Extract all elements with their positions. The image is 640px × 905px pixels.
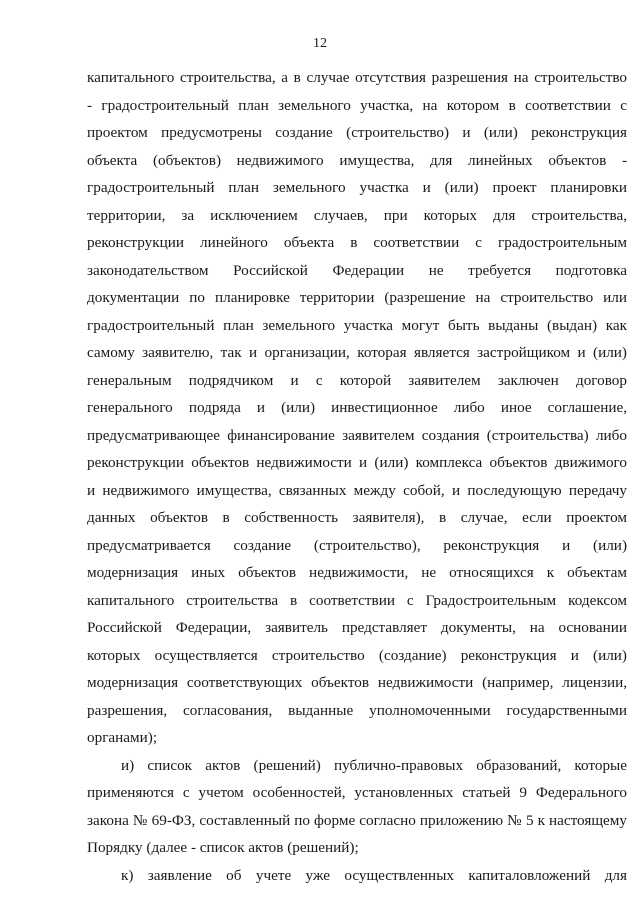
text-line: градостроительный план земельного участка могут быть выданы (выдан) как [87,316,627,334]
text-line: законодательством Российской Федерации не требуется подготовка [87,261,627,279]
text-line: самому заявителю, так и организации, которая является застройщиком и (или) [87,344,627,361]
text-line: Порядку (далее - список актов (решений); [87,839,359,856]
text-line: применяются с учетом особенностей, установленных статьей 9 Федерального [87,784,627,801]
text-line: модернизация иных объектов недвижимости, не относящихся к объектам [87,564,627,581]
text-line: и недвижимого имущества, связанных между собой, и последующую передачу [87,481,627,499]
text-line: территории, за исключением случаев, при которых для строительства, [87,206,627,224]
text-line: объекта (объектов) недвижимого имущества, для линейных объектов - [87,151,627,169]
text-line: проектом предусмотрены создание (строительство) и (или) реконструкция [87,124,627,141]
text-line: предусматривается создание (строительство), реконструкция и (или) [87,536,627,554]
text-line: капитального строительства, а в случае отсутствия разрешения на строительство [87,69,627,86]
text-line: которых осуществляется строительство (создание) реконструкция и (или) [87,646,627,664]
text-line: документации по планировке территории (разрешение на строительство или [87,289,627,306]
text-line: закона № 69-ФЗ, составленный по форме согласно приложению № 5 к настоящему [87,811,627,829]
text-line: капитального строительства в соответствии с Градостроительным кодексом [87,591,627,609]
text-line: органами); [87,729,158,746]
text-line: реконструкции линейного объекта в соответствии с градостроительным [87,234,627,251]
text-line: к) заявление об учете уже осуществленных капиталовложений для [121,866,627,884]
text-line: данных объектов в собственность заявителя), в случае, если проектом [87,509,627,526]
text-line: реконструкции объектов недвижимости и (или) комплекса объектов движимого [87,454,627,471]
text-line: Российской Федерации, заявитель представляет документы, на основании [87,619,627,636]
text-line: генеральным подрядчиком и с которой заявителем заключен договор [87,371,627,389]
text-line: и) список актов (решений) публично-правовых образований, которые [121,756,627,774]
text-line: предусматривающее финансирование заявителем создания (строительства) либо [87,426,627,444]
body-text [87,64,627,889]
text-line: генерального подряда и (или) инвестиционное либо иное соглашение, [87,399,627,416]
text-line: разрешения, согласования, выданные уполномоченными государственными [87,701,627,719]
text-line: градостроительный план земельного участка и (или) проект планировки [87,179,627,196]
page-number: 12 [313,36,327,51]
text-line: модернизация соответствующих объектов недвижимости (например, лицензии, [87,674,627,691]
text-line: - градостроительный план земельного участка, на котором в соответствии с [87,96,627,114]
